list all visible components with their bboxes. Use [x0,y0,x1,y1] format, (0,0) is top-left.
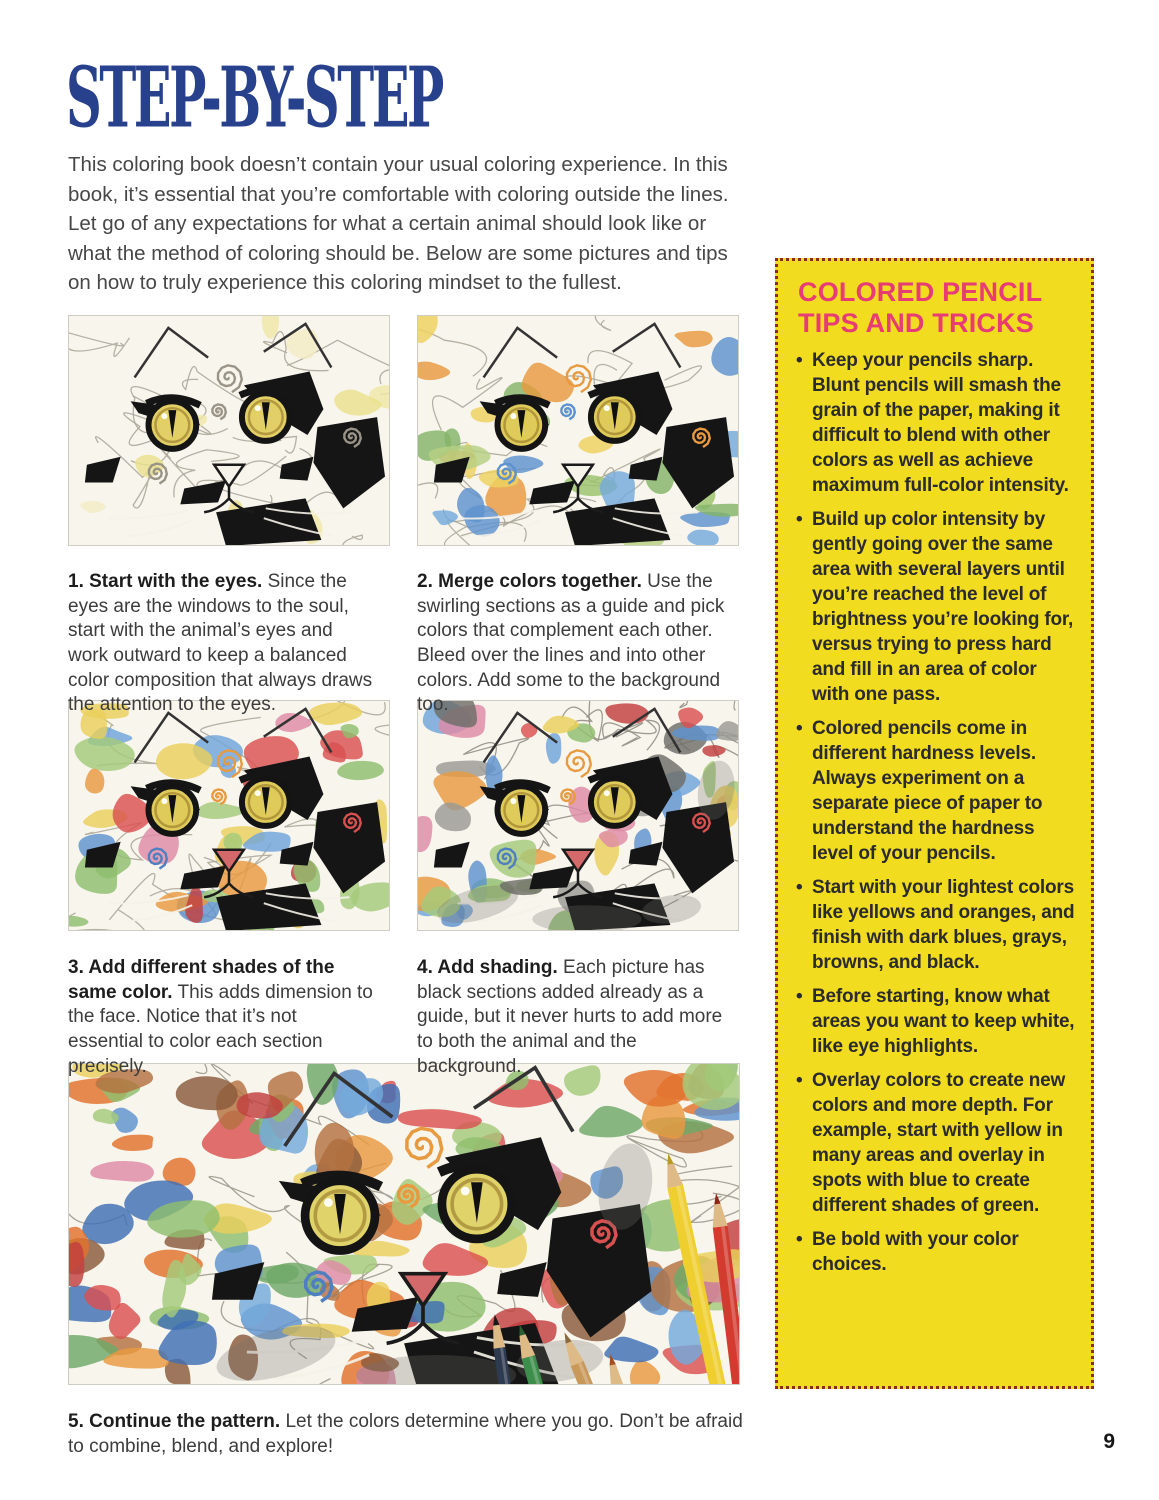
step-3-caption-body: This adds dimension to the face. Notice that it’s not essential to color each section precisely. [68,981,373,1077]
step-5-caption [68,1410,748,1459]
tip-item: • Be bold with your color choices. [796,1227,1077,1277]
step-5-photo [68,1063,740,1385]
tips-title-line1: COLORED PENCIL [798,277,1043,307]
intro-paragraph: This coloring book doesn’t contain your usual coloring experience. In this book, it’s essential that you’re comfortable with coloring outside the lines. Let go of any expectations for what a certain animal should look like or what the method of coloring should be. Below are some pictures and tips on how to truly experience this coloring mindset to the fullest. [68,153,729,295]
step-2-caption-lead: 2. Merge colors together. [417,571,642,592]
page-title: STEP-BY-STEP [66,48,442,147]
tips-title [798,277,1077,338]
tip-item: • Colored pencils come in different hardness levels. Always experiment on a separate piece of paper to understand the hardness level of your pencils. [796,716,1077,866]
step-1-caption [68,570,374,718]
step-1-photo [68,315,390,546]
step-3-caption [68,956,374,1079]
tip-item: • Build up color intensity by gently going over the same area with several layers until you’re reached the level of brightness you’re looking for, versus trying to press hard and fill in an area of color with one pass. [796,507,1077,707]
step-4-caption-lead: 4. Add shading. [417,957,558,978]
tips-sidebar [775,258,1094,1389]
step-2-caption-body: Use the swirling sections as a guide and pick colors that complement each other. Bleed over the lines and into other colors. Add some to the background too. [417,571,725,716]
step-5-caption-lead: 5. Continue the pattern. [68,1411,281,1432]
step-1-caption-lead: 1. Start with the eyes. [68,571,263,592]
step-3-caption-lead: 3. Add different shades of the same color. [68,957,335,1003]
step-2-photo [417,315,739,546]
step-4-photo [417,700,739,931]
tip-item: • Before starting, know what areas you want to keep white, like eye highlights. [796,984,1077,1059]
step-2-caption [417,570,737,718]
tip-item: • Start with your lightest colors like yellows and oranges, and finish with dark blues, grays, browns, and black. [796,875,1077,975]
step-3-photo [68,700,390,931]
page-number: 9 [1103,1430,1115,1453]
tip-item: • Overlay colors to create new colors and more depth. For example, start with yellow in many areas and overlay in spots with blue to create different shades of green. [796,1068,1077,1218]
tips-list [796,348,1077,1277]
step-4-caption-body: Each picture has black sections added already as a guide, but it never hurts to add more to both the animal and the background. [417,957,723,1077]
tips-title-line2: TIPS AND TRICKS [798,307,1035,338]
step-5-caption-body: Let the colors determine where you go. Don’t be afraid to combine, blend, and explore! [68,1411,743,1457]
step-4-caption [417,956,737,1079]
step-1-caption-body: Since the eyes are the windows to the soul, start with the animal’s eyes and work outward to keep a balanced color composition that always draws the attention to the eyes. [68,571,373,716]
tip-item: • Keep your pencils sharp. Blunt pencils will smash the grain of the paper, making it difficult to blend with other colors as well as achieve maximum full-color intensity. [796,348,1077,498]
